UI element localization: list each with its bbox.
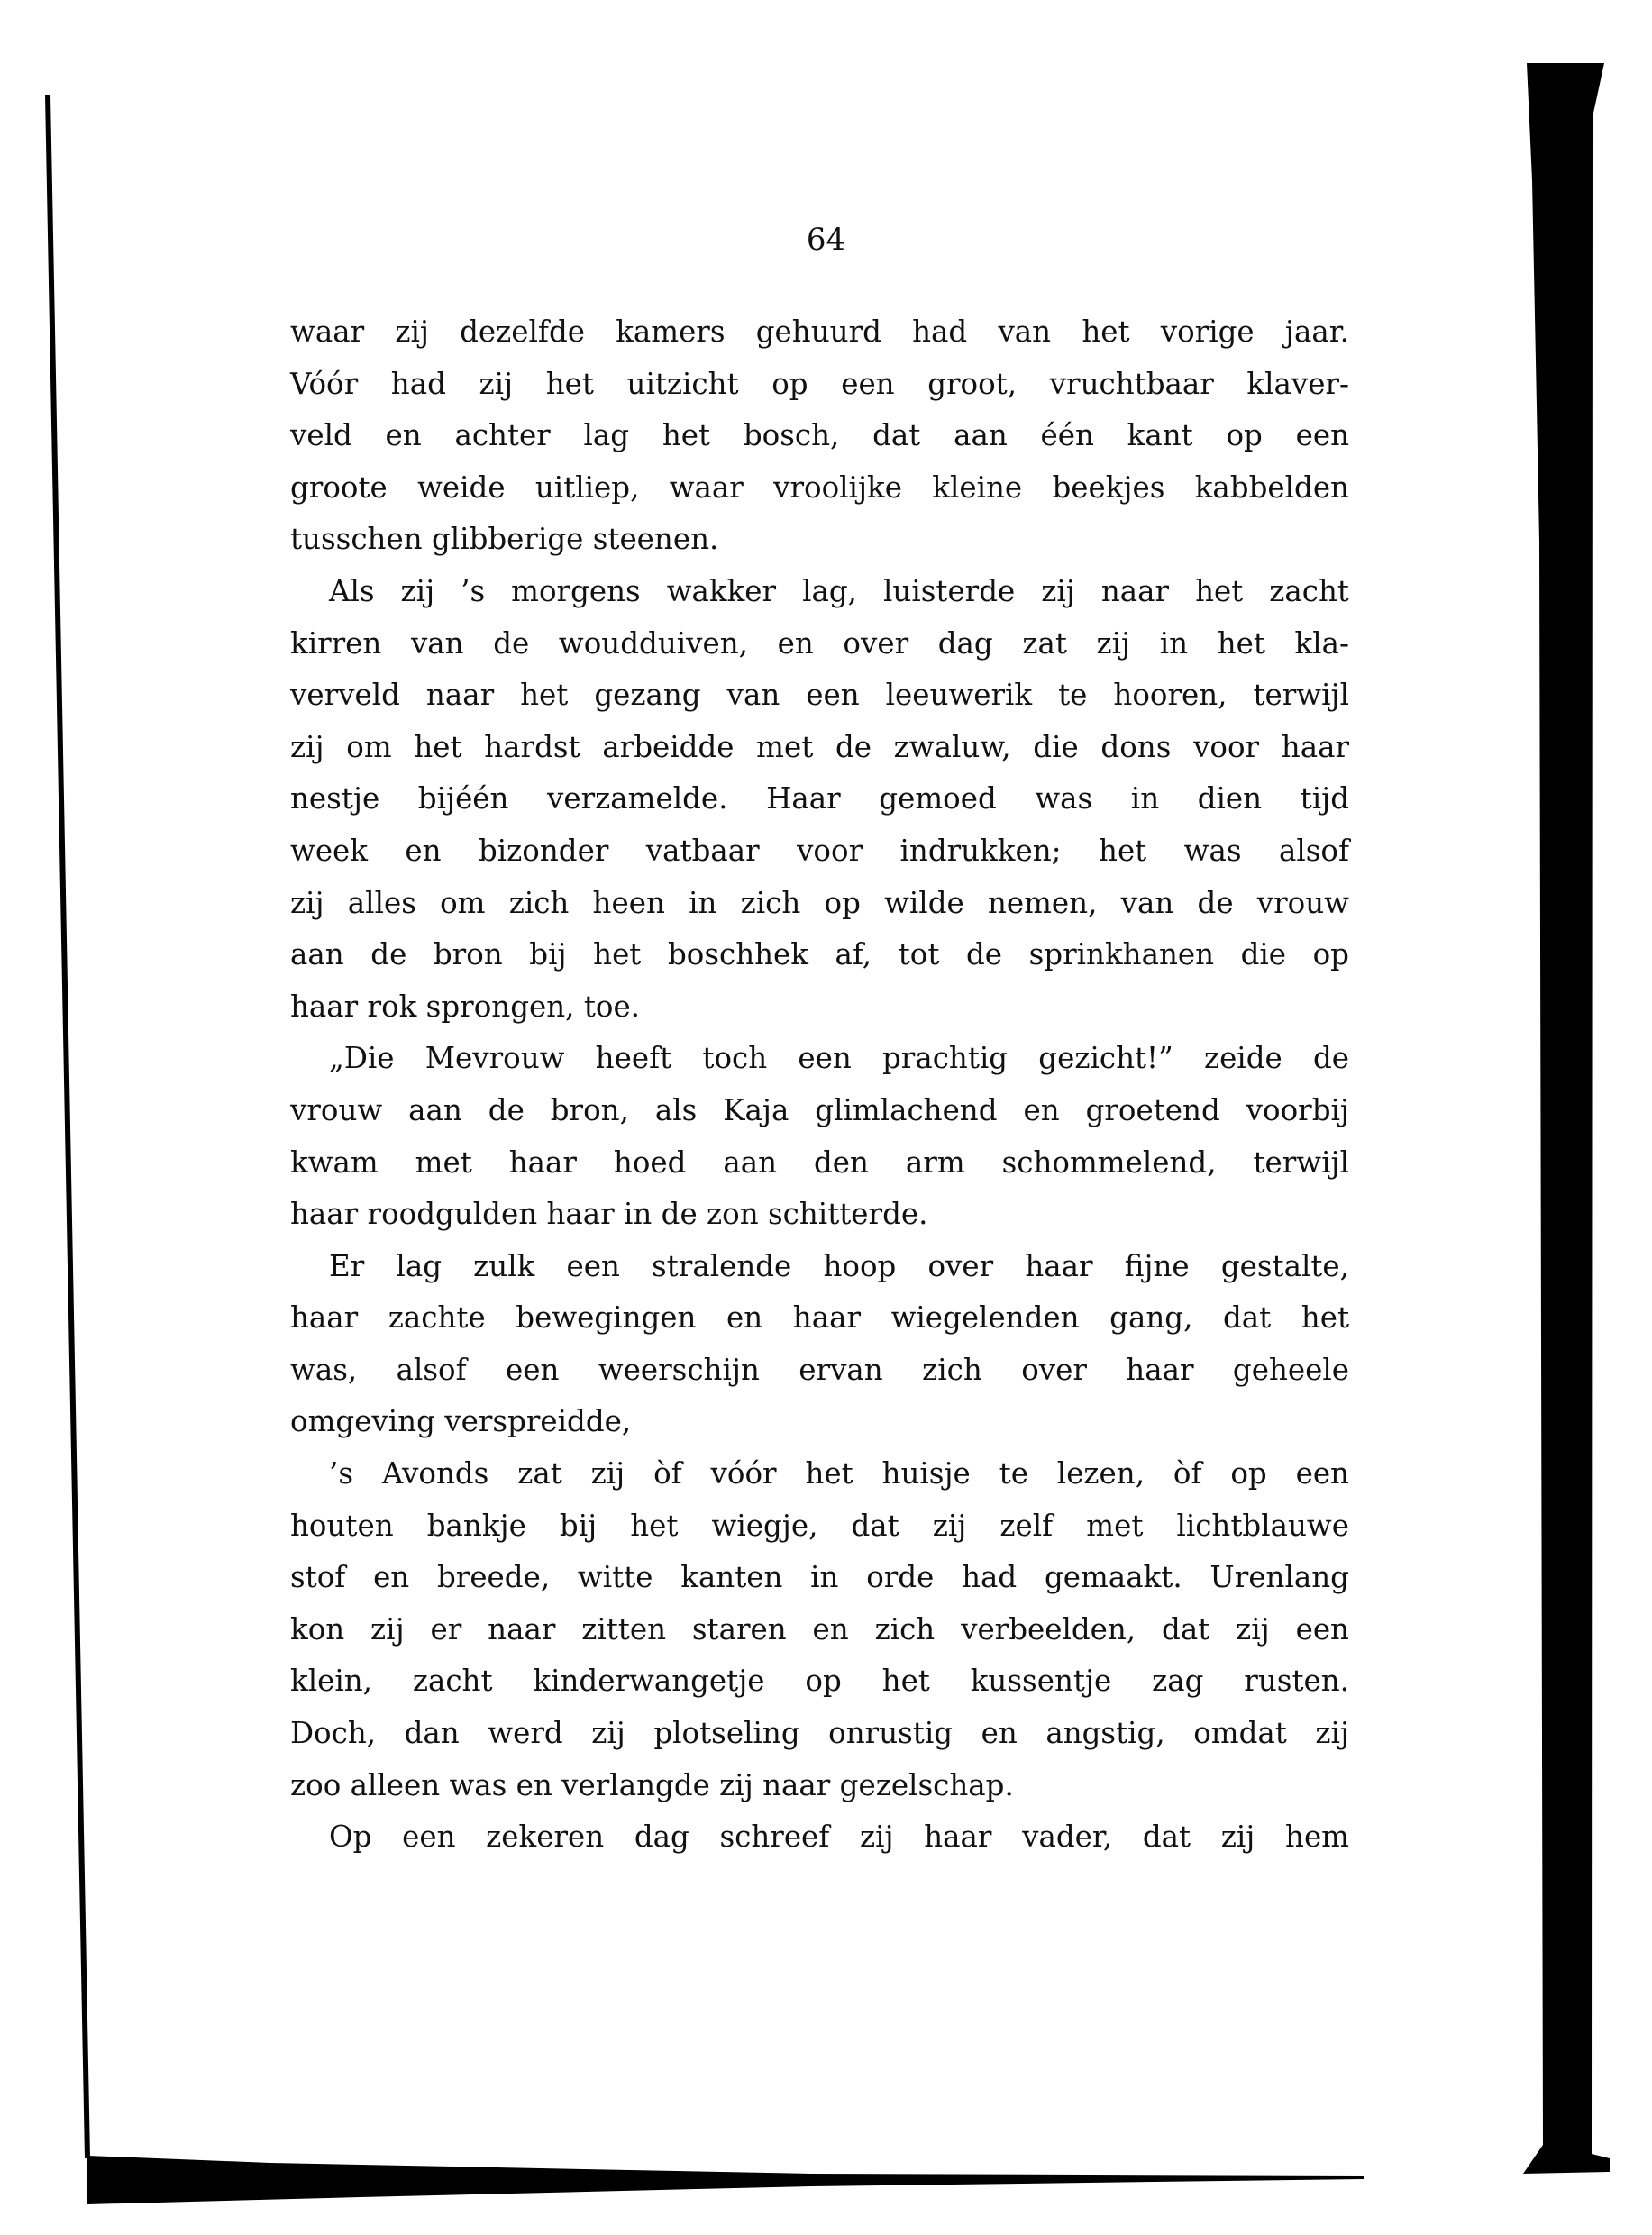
text-line: Als zij ’s morgens wakker lag, luisterde zij naar het zacht	[329, 573, 1349, 608]
text-line: haar rok sprongen, toe.	[290, 989, 641, 1024]
text-line: Er lag zulk een stralende hoop over haar fijne gestalte,	[329, 1248, 1349, 1283]
text-line: zoo alleen was en verlangde zij naar gezelschap.	[290, 1767, 1014, 1802]
text-line: waar zij dezelfde kamers gehuurd had van het vorige jaar.	[290, 315, 1349, 349]
text-line: kirren van de woudduiven, en over dag zat zij in het kla-	[290, 625, 1349, 661]
text-line: houten bankje bij het wiegje, dat zij zelf met lichtblauwe	[290, 1508, 1349, 1543]
text-line: haar zachte bewegingen en haar wiegelenden gang, dat het	[290, 1300, 1349, 1336]
text-line: veld en achter lag het bosch, dat aan één kant op een	[290, 418, 1349, 453]
text-line: „Die Mevrouw heeft toch een prachtig gezicht!” zeide de	[329, 1041, 1349, 1076]
text-line: was, alsof een weerschijn ervan zich over haar geheele	[290, 1352, 1349, 1387]
text-line: week en bizonder vatbaar voor indrukken; het was alsof	[290, 833, 1349, 868]
text-line: Op een zekeren dag schreef zij haar vader, dat zij hem	[329, 1820, 1349, 1855]
text-line: ’s Avonds zat zij òf vóór het huisje te lezen, òf op een	[329, 1456, 1349, 1492]
text-line: stof en breede, witte kanten in orde had gemaakt. Urenlang	[290, 1560, 1349, 1595]
text-line: nestje bijéén verzamelde. Haar gemoed was in dien tijd	[290, 781, 1349, 816]
text-line: zij om het hardst arbeidde met de zwaluw, die dons voor haar	[290, 729, 1349, 764]
text-line: vrouw aan de bron, als Kaja glimlachend en groetend voorbij	[290, 1092, 1349, 1127]
page-number: 64	[806, 222, 846, 258]
text-line: zij alles om zich heen in zich op wilde nemen, van de vrouw	[290, 885, 1349, 920]
text-line: tusschen glibberige steenen.	[290, 522, 719, 557]
text-line: omgeving verspreidde,	[290, 1404, 632, 1439]
text-line: Vóór had zij het uitzicht op een groot, vruchtbaar klaver-	[290, 366, 1349, 401]
text-line: Doch, dan werd zij plotseling onrustig en angstig, omdat zij	[290, 1716, 1349, 1751]
text-line: verveld naar het gezang van een leeuwerik te hooren, terwijl	[290, 678, 1349, 713]
body-text	[290, 306, 1349, 1864]
text-line: klein, zacht kinderwangetje op het kussentje zag rusten.	[290, 1664, 1349, 1699]
text-line: haar roodgulden haar in de zon schitterde.	[290, 1197, 928, 1232]
text-line: groote weide uitliep, waar vroolijke kleine beekjes kabbelden	[290, 470, 1349, 505]
text-line: kon zij er naar zitten staren en zich verbeelden, dat zij een	[290, 1611, 1349, 1647]
text-line: aan de bron bij het boschhek af, tot de sprinkhanen die op	[290, 937, 1349, 972]
text-line: kwam met haar hoed aan den arm schommelend, terwijl	[290, 1145, 1349, 1180]
